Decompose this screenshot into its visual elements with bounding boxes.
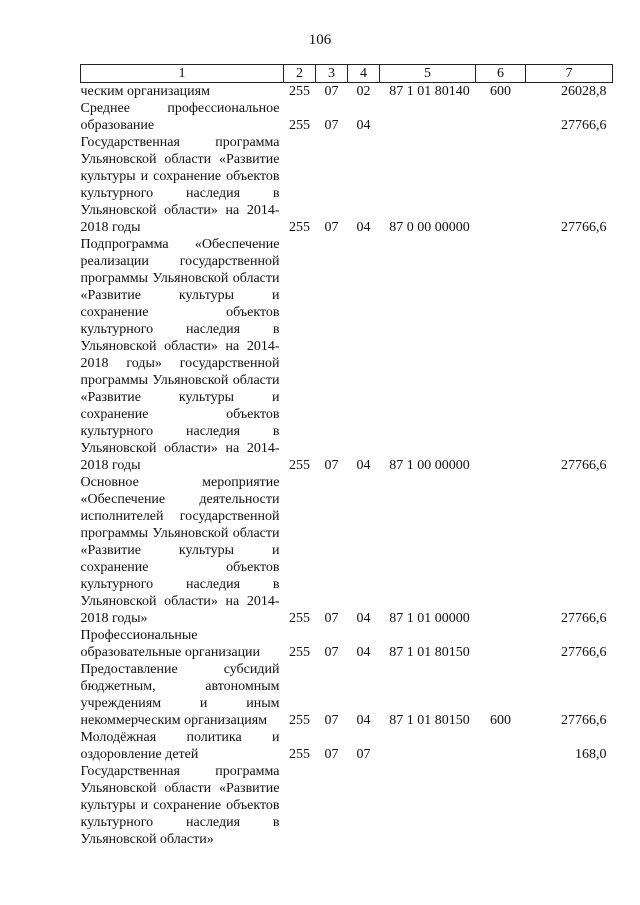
row-section-code: 07 <box>324 84 339 99</box>
table-row <box>81 729 613 763</box>
row-ministry-code: 255 <box>289 84 310 99</box>
row-name: Государственная программа Ульяновской области «Развитие культуры и сохранение объектов культурного наследия в Ульяновской области» <box>80 764 280 847</box>
row-subsection-code: 04 <box>356 713 371 728</box>
table-row <box>81 83 613 101</box>
row-target-code: 87 1 01 80140 <box>389 84 470 99</box>
row-section-code: 07 <box>324 220 339 235</box>
row-expense-type: 600 <box>490 713 511 728</box>
table-row <box>81 661 613 729</box>
row-subsection-code: 07 <box>356 747 371 762</box>
table-row <box>81 236 613 474</box>
column-header-6: 6 <box>476 65 526 83</box>
row-subsection-code: 04 <box>356 645 371 660</box>
row-name: Предоставление субсидий бюджетным, автономным учреждениям и иным некоммерческим организациям <box>80 662 280 728</box>
budget-table <box>80 64 613 848</box>
row-expense-type <box>476 627 526 661</box>
row-target-code <box>380 100 476 134</box>
page-number: 106 <box>308 32 332 48</box>
row-expense-type <box>476 236 526 474</box>
row-name: Среднее профессиональное образование <box>80 101 280 133</box>
row-target-code: 87 1 01 80150 <box>389 645 470 660</box>
row-ministry-code <box>284 763 316 848</box>
row-amount: 27766,6 <box>561 645 607 660</box>
row-amount: 168,0 <box>575 747 607 762</box>
column-header-5: 5 <box>380 65 476 83</box>
row-amount: 26028,8 <box>561 84 607 99</box>
row-amount <box>526 763 613 848</box>
row-subsection-code: 04 <box>356 118 371 133</box>
row-ministry-code: 255 <box>289 118 310 133</box>
row-target-code: 87 0 00 00000 <box>389 220 470 235</box>
row-expense-type <box>476 100 526 134</box>
row-section-code: 07 <box>324 458 339 473</box>
table-header <box>81 65 613 83</box>
row-target-code: 87 1 01 00000 <box>389 611 470 626</box>
row-expense-type <box>476 763 526 848</box>
row-section-code: 07 <box>324 747 339 762</box>
column-header-2: 2 <box>284 65 316 83</box>
table-row <box>81 627 613 661</box>
row-subsection-code: 04 <box>356 611 371 626</box>
row-ministry-code: 255 <box>289 458 310 473</box>
row-target-code: 87 1 00 00000 <box>389 458 470 473</box>
row-amount: 27766,6 <box>561 611 607 626</box>
column-header-3: 3 <box>316 65 348 83</box>
row-name: Подпрограмма «Обеспечение реализации государственной программы Ульяновской области «Развитие культуры и сохранение объектов культурного наследия в Ульяновской области» на 2014-2018 годы» государственной программы Ульяновской области «Развитие культуры и сохранение объектов культурного наследия в Ульяновской области» на 2014-2018 годы <box>80 237 280 473</box>
table-row <box>81 763 613 848</box>
column-header-1: 1 <box>81 65 284 83</box>
row-name: Основное мероприятие «Обеспечение деятельности исполнителей государственной программы Ульяновской области «Развитие культуры и сохранение объектов культурного наследия в Ульяновской области» на 2014-2018 годы» <box>80 475 280 626</box>
row-target-code: 87 1 01 80150 <box>389 713 470 728</box>
row-expense-type <box>476 729 526 763</box>
column-header-7: 7 <box>526 65 613 83</box>
row-section-code: 07 <box>324 118 339 133</box>
row-name: Государственная программа Ульяновской области «Развитие культуры и сохранение объектов культурного наследия в Ульяновской области» на 2014-2018 годы <box>80 135 280 235</box>
row-subsection-code: 04 <box>356 458 371 473</box>
row-amount: 27766,6 <box>561 118 607 133</box>
row-subsection-code: 02 <box>356 84 371 99</box>
table-body <box>81 83 613 849</box>
row-section-code: 07 <box>324 713 339 728</box>
row-ministry-code: 255 <box>289 747 310 762</box>
row-ministry-code: 255 <box>289 611 310 626</box>
row-section-code: 07 <box>324 645 339 660</box>
row-amount: 27766,6 <box>561 220 607 235</box>
row-subsection-code: 04 <box>356 220 371 235</box>
row-name: ческим организациям <box>80 84 210 99</box>
row-expense-type <box>476 134 526 236</box>
table-row <box>81 100 613 134</box>
row-section-code <box>316 763 348 848</box>
row-subsection-code <box>348 763 380 848</box>
row-section-code: 07 <box>324 611 339 626</box>
row-amount: 27766,6 <box>561 713 607 728</box>
table-row <box>81 474 613 627</box>
row-amount: 27766,6 <box>561 458 607 473</box>
row-target-code <box>380 763 476 848</box>
header-row <box>81 65 613 83</box>
row-target-code <box>380 729 476 763</box>
row-expense-type <box>476 474 526 627</box>
row-ministry-code: 255 <box>289 220 310 235</box>
column-header-4: 4 <box>348 65 380 83</box>
row-expense-type: 600 <box>490 84 511 99</box>
row-ministry-code: 255 <box>289 645 310 660</box>
row-name: Профессиональные образовательные организации <box>80 628 261 660</box>
row-ministry-code: 255 <box>289 713 310 728</box>
table-row <box>81 134 613 236</box>
row-name: Молодёжная политика и оздоровление детей <box>80 730 280 762</box>
